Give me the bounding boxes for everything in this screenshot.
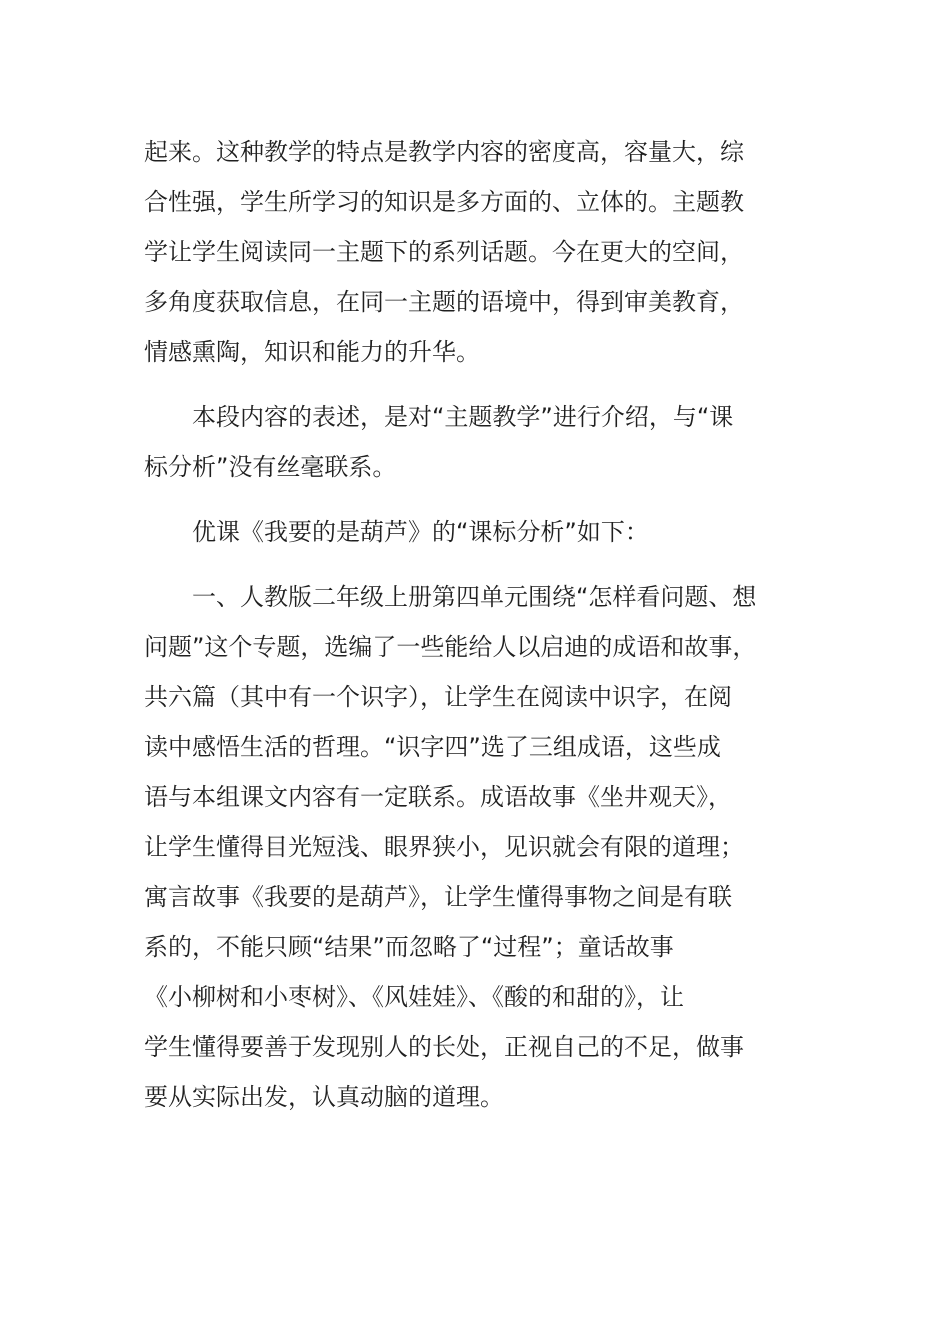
text-line: 本段内容的表述，是对“主题教学”进行介绍，与“课 — [144, 403, 734, 431]
text-line: 系的，不能只顾“结果”而忽略了“过程”；童话故事 — [144, 933, 674, 961]
text-line: 要从实际出发，认真动脑的道理。 — [144, 1083, 504, 1111]
paragraph-4 — [144, 572, 809, 1122]
text-line: 寓言故事《我要的是葫芦》，让学生懂得事物之间是有联 — [144, 883, 732, 911]
text-line: 标分析”没有丝毫联系。 — [144, 453, 397, 481]
text-line: 学生懂得要善于发现别人的长处，正视自己的不足，做事 — [144, 1033, 744, 1061]
text-line: 《小柳树和小枣树》、《风娃娃》、《酸的和甜的》，让 — [144, 983, 684, 1011]
paragraph-1 — [144, 127, 809, 377]
paragraph-2 — [144, 392, 809, 492]
text-line: 一、人教版二年级上册第四单元围绕“怎样看问题、想 — [144, 583, 757, 611]
text-line: 让学生懂得目光短浅、眼界狭小，见识就会有限的道理； — [144, 833, 744, 861]
text-line: 读中感悟生活的哲理。“识字四”选了三组成语，这些成 — [144, 733, 721, 761]
text-line: 问题”这个专题，选编了一些能给人以启迪的成语和故事， — [144, 633, 757, 661]
text-line: 共六篇（其中有一个识字），让学生在阅读中识字，在阅 — [144, 683, 732, 711]
text-line: 学让学生阅读同一主题下的系列话题。今在更大的空间， — [144, 238, 744, 266]
text-line: 合性强，学生所学习的知识是多方面的、立体的。主题教 — [144, 188, 744, 216]
text-line: 多角度获取信息，在同一主题的语境中，得到审美教育， — [144, 288, 744, 316]
text-line: 优课《我要的是葫芦》的“课标分析”如下： — [144, 518, 649, 546]
paragraph-3 — [144, 507, 809, 557]
text-line: 语与本组课文内容有一定联系。成语故事《坐井观天》， — [144, 783, 732, 811]
text-line: 情感熏陶，知识和能力的升华。 — [144, 338, 480, 366]
text-line: 起来。这种教学的特点是教学内容的密度高，容量大，综 — [144, 138, 744, 166]
